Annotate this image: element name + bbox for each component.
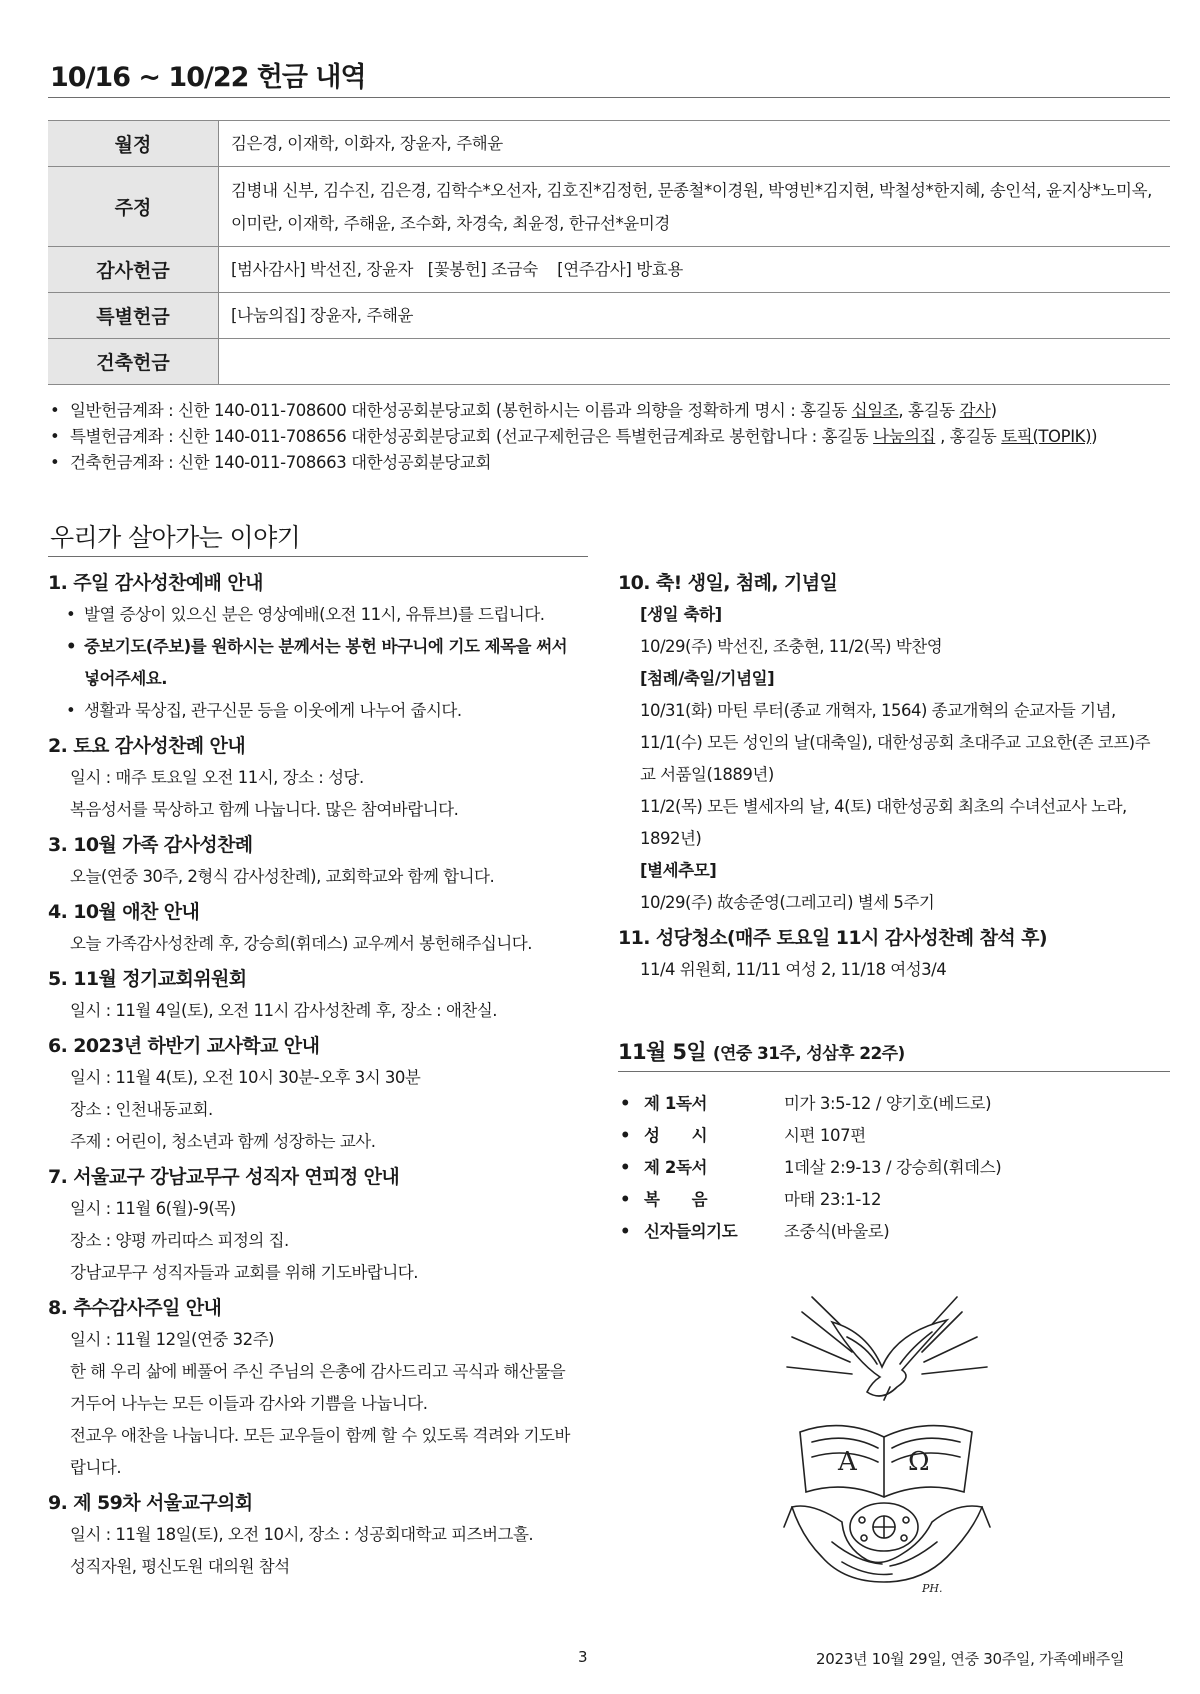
bullet-dot: • [50,427,60,446]
offering-row-label: 월정 [48,121,219,167]
section-line: 일시 : 매주 토요일 오전 11시, 장소 : 성당. [70,768,364,787]
section-line: 한 해 우리 삶에 베풀어 주신 주님의 은총에 감사드리고 곡식과 해산물을 [70,1362,566,1381]
readings-subtitle: (연중 31주, 성삼후 22주) [712,1044,905,1064]
list-item: • 중보기도(주보)를 원하시는 분께서는 봉헌 바구니에 기도 제목을 써서 [66,637,568,656]
story-column-right [618,564,1170,986]
section-heading: 4. 10월 애찬 안내 [48,901,200,923]
sub-heading-tag: [첨례/축일/기념일] [640,669,775,688]
bank-account-general: • 일반헌금계좌 : 신한 140-011-708600 대한성공회분당교회 (봉헌하시는 이름과 의향을 정확하게 명시 : 홍길동 십일조, 홍길동 감사) [48,398,1173,424]
section-line: 강남교무구 성직자들과 교회를 위해 기도바랍니다. [70,1263,418,1282]
bank-account-list [48,398,1173,476]
bullet-dot: • [50,401,60,420]
section-line: 장소 : 양평 까리따스 피정의 집. [70,1231,289,1250]
story-title-rule [48,556,588,557]
reading-label: 신자들의기도 [644,1222,738,1241]
section-line: 일시 : 11월 18일(토), 오전 10시, 장소 : 성공회대학교 피즈버그홀. [70,1525,534,1544]
offering-row-building [48,339,1170,385]
reading-row: • 제 1독서 미가 3:5-12 / 양기호(베드로) [620,1088,1160,1120]
section-line: 1892년) [640,829,702,848]
readings-list [620,1088,1160,1248]
readings-date: 11월 5일 [618,1040,707,1064]
section-heading: 2. 토요 감사성찬례 안내 [48,735,246,757]
offering-row-special [48,293,1170,339]
offering-row-label: 주정 [48,167,219,247]
section-line: 일시 : 11월 4일(토), 오전 11시 감사성찬례 후, 장소 : 애찬실. [70,1001,498,1020]
section-line: 일시 : 11월 12일(연중 32주) [70,1330,274,1349]
section-line: 전교우 애찬을 나눕니다. 모든 교우들이 함께 할 수 있도록 격려와 기도바 [70,1426,570,1445]
section-heading: 10. 축! 생일, 첨례, 기념일 [618,572,838,594]
footer-date: 2023년 10월 29일, 연중 30주일, 가족예배주일 [816,1650,1125,1668]
section-heading: 9. 제 59차 서울교구의회 [48,1492,253,1514]
story-column-left [48,564,588,1583]
bank-account-special: • 특별헌금계좌 : 신한 140-011-708656 대한성공회분당교회 (선교구제헌금은 특별헌금계좌로 봉헌합니다 : 홍길동 나눔의집 , 홍길동 토픽(TOPIK)) [48,424,1173,450]
reading-label: 복 음 [644,1190,708,1209]
section-heading: 8. 추수감사주일 안내 [48,1297,222,1319]
section-line: 복음성서를 묵상하고 함께 나눕니다. 많은 참여바랍니다. [70,800,459,819]
reading-value: 조중식(바울로) [784,1222,890,1241]
section-line: 일시 : 11월 4(토), 오전 10시 30분-오후 3시 30분 [70,1068,421,1087]
list-item-continued: 넣어주세요. [84,669,167,688]
section-line: 일시 : 11월 6(월)-9(목) [70,1199,236,1218]
offering-row-label: 특별헌금 [48,293,219,339]
section-line: 10/29(주) 박선진, 조충현, 11/2(목) 박찬영 [640,637,943,656]
reading-value: 마태 23:1-12 [784,1190,882,1209]
offering-title: 10/16 ~ 10/22 헌금 내역 [50,62,366,93]
sub-heading-tag: [별세추모] [640,861,717,880]
reading-row: • 복 음 마태 23:1-12 [620,1184,1160,1216]
section-line: 교 서품일(1889년) [640,765,774,784]
thanks-tag-2: [꽃봉헌] [427,260,487,279]
reading-label: 성 시 [644,1126,708,1145]
reading-row: • 제 2독서 1데살 2:9-13 / 강승희(휘데스) [620,1152,1160,1184]
reading-value: 미가 3:5-12 / 양기호(베드로) [784,1094,992,1113]
section-heading: 7. 서울교구 강남교무구 성직자 연피정 안내 [48,1166,400,1188]
offering-row-value: 김은경, 이재학, 이화자, 장윤자, 주해윤 [219,121,1171,167]
section-line: 성직자원, 평신도원 대의원 참석 [70,1557,290,1576]
section-heading: 3. 10월 가족 감사성찬례 [48,834,253,856]
section-line: 오늘 가족감사성찬례 후, 강승희(휘데스) 교우께서 봉헌해주십니다. [70,934,532,953]
offering-row-label: 감사헌금 [48,247,219,293]
section-line: 11/2(목) 모든 별세자의 날, 4(토) 대한성공회 최초의 수녀선교사 노라, [640,797,1127,816]
section-line: 랍니다. [70,1458,122,1477]
offering-row-value: 김병내 신부, 김수진, 김은경, 김학수*오선자, 김호진*김정헌, 문종철*이경원, 박영빈*김지현, 박철성*한지혜, 송인석, 윤지상*노미옥, 이미란, 이재학, 주해윤, 조수화, 차경숙, 최윤정, 한규선*윤미경 [219,167,1171,247]
section-line: 10/29(주) 故송준영(그레고리) 별세 5주기 [640,893,935,912]
section-line: 11/4 위원회, 11/11 여성 2, 11/18 여성3/4 [640,960,947,979]
thanks-tag-3: [연주감사] [557,260,632,279]
reading-label: 제 1독서 [644,1094,708,1113]
offering-row-thanks [48,247,1170,293]
reading-value: 시편 107편 [784,1126,866,1145]
offering-row-value [219,339,1171,385]
alpha-glyph: A [838,1447,857,1477]
readings-title [618,1036,905,1066]
story-title: 우리가 살아가는 이야기 [50,523,301,552]
offering-title-rule [48,97,1170,98]
offering-row-value [219,247,1171,293]
reading-row: • 성 시 시편 107편 [620,1120,1160,1152]
thanks-names-2: 조금숙 [491,260,538,279]
section-heading: 6. 2023년 하반기 교사학교 안내 [48,1035,320,1057]
thanks-names-3: 방효용 [636,260,683,279]
section-heading: 1. 주일 감사성찬예배 안내 [48,572,263,594]
thanks-names-1: 박선진, 장윤자 [310,260,414,279]
offering-row-value [219,293,1171,339]
section-line: 거두어 나누는 모든 이들과 감사와 기쁨을 나눕니다. [70,1394,428,1413]
list-item: • 발열 증상이 있으신 분은 영상예배(오전 11시, 유튜브)를 드립니다. [66,605,545,624]
section-line: 10/31(화) 마틴 루터(종교 개혁자, 1564) 종교개혁의 순교자들 기념, [640,701,1116,720]
list-item: • 생활과 묵상집, 관구신문 등을 이웃에게 나누어 줍시다. [66,701,462,720]
section-line: 11/1(수) 모든 성인의 날(대축일), 대한성공회 초대주교 고요한(존 코프)주 [640,733,1151,752]
reading-label: 제 2독서 [644,1158,708,1177]
offering-row-monthly [48,121,1170,167]
omega-glyph: Ω [908,1447,930,1477]
section-line: 오늘(연중 30주, 2형식 감사성찬례), 교회학교와 함께 합니다. [70,867,495,886]
sub-heading-tag: [생일 축하] [640,605,722,624]
section-line: 주제 : 어린이, 청소년과 함께 성장하는 교사. [70,1132,376,1151]
section-heading: 11. 성당청소(매주 토요일 11시 감사성찬례 참석 후) [618,927,1047,949]
section-line: 장소 : 인천내동교회. [70,1100,213,1119]
reading-row: • 신자들의기도 조중식(바울로) [620,1216,1160,1248]
bullet-dot: • [50,453,60,472]
offering-table [48,120,1170,385]
artist-signature: PH. [922,1582,943,1595]
special-tag: [나눔의집] [231,306,306,325]
special-names: 장윤자, 주해윤 [310,306,414,325]
readings-title-rule [618,1071,1170,1072]
page-number: 3 [578,1648,588,1666]
reading-value: 1데살 2:9-13 / 강승희(휘데스) [784,1158,1002,1177]
thanks-tag-1: [범사감사] [231,260,306,279]
dove-book-hands-illustration [772,1292,1002,1602]
section-heading: 5. 11월 정기교회위원회 [48,968,247,990]
bank-account-building: • 건축헌금계좌 : 신한 140-011-708663 대한성공회분당교회 [48,450,1173,476]
offering-row-weekly [48,167,1170,247]
offering-row-label: 건축헌금 [48,339,219,385]
